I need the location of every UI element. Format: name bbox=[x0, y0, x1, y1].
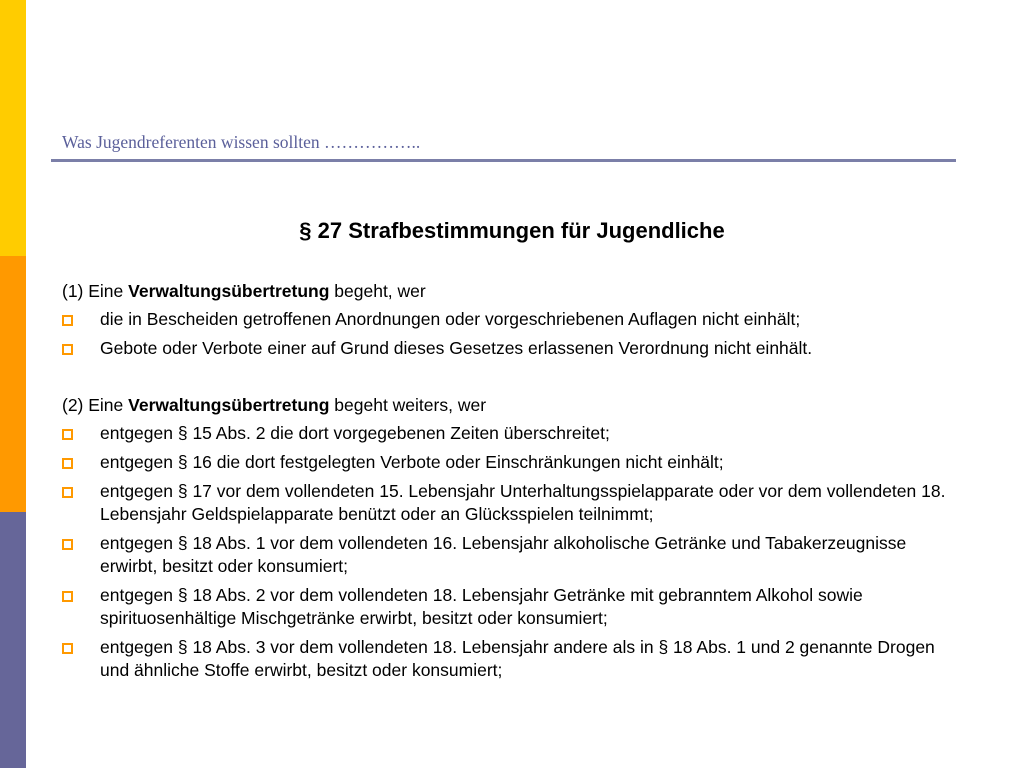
section-1-intro bbox=[62, 280, 962, 303]
section-1 bbox=[62, 280, 962, 366]
slide-heading: § 27 Strafbestimmungen für Jugendliche bbox=[299, 218, 725, 243]
intro-suffix: begeht weiters, wer bbox=[329, 395, 487, 415]
list-item bbox=[62, 480, 962, 526]
list-item bbox=[62, 337, 962, 360]
intro-keyword: Verwaltungsübertretung bbox=[128, 395, 330, 415]
intro-prefix: (1) Eine bbox=[62, 281, 129, 301]
square-bullet-icon bbox=[62, 458, 73, 469]
list-item-text: Gebote oder Verbote einer auf Grund dieses Gesetzes erlassenen Verordnung nicht einhält. bbox=[100, 338, 813, 358]
square-bullet-icon bbox=[62, 429, 73, 440]
section-2-list bbox=[62, 422, 962, 682]
intro-prefix: (2) Eine bbox=[62, 395, 129, 415]
list-item bbox=[62, 451, 962, 474]
list-item-text: entgegen § 16 die dort festgelegten Verbote oder Einschränkungen nicht einhält; bbox=[100, 452, 724, 472]
list-item-text: entgegen § 18 Abs. 2 vor dem vollendeten 18. Lebensjahr Getränke mit gebranntem Alkohol sowie spirituosenhältige Mischgetränke erwirbt, besitzt oder konsumiert; bbox=[100, 585, 863, 628]
square-bullet-icon bbox=[62, 344, 73, 355]
square-bullet-icon bbox=[62, 539, 73, 550]
list-item-text: entgegen § 17 vor dem vollendeten 15. Lebensjahr Unterhaltungsspielapparate oder vor dem vollendeten 18. Lebensjahr Geldspielapparate benützt oder an Glücksspielen teilnimmt; bbox=[100, 481, 946, 524]
list-item bbox=[62, 422, 962, 445]
section-2 bbox=[62, 394, 962, 688]
list-item-text: entgegen § 18 Abs. 3 vor dem vollendeten 18. Lebensjahr andere als in § 18 Abs. 1 und 2 genannte Drogen und ähnliche Stoffe erwirbt, besitzt oder konsumiert; bbox=[100, 637, 935, 680]
list-item-text: die in Bescheiden getroffenen Anordnungen oder vorgeschriebenen Auflagen nicht einhält; bbox=[100, 309, 801, 329]
intro-keyword: Verwaltungsübertretung bbox=[128, 281, 330, 301]
slide-header-title: Was Jugendreferenten wissen sollten …………….. bbox=[62, 132, 421, 152]
list-item bbox=[62, 584, 962, 630]
intro-suffix: begeht, wer bbox=[329, 281, 426, 301]
side-bar-orange bbox=[0, 256, 26, 512]
square-bullet-icon bbox=[62, 487, 73, 498]
header-divider bbox=[51, 159, 956, 162]
list-item bbox=[62, 636, 962, 682]
list-item-text: entgegen § 18 Abs. 1 vor dem vollendeten 16. Lebensjahr alkoholische Getränke und Tabakerzeugnisse erwirbt, besitzt oder konsumiert; bbox=[100, 533, 907, 576]
square-bullet-icon bbox=[62, 591, 73, 602]
section-2-intro bbox=[62, 394, 962, 417]
square-bullet-icon bbox=[62, 315, 73, 326]
square-bullet-icon bbox=[62, 643, 73, 654]
side-bar-purple bbox=[0, 512, 26, 768]
section-1-list bbox=[62, 308, 962, 360]
list-item bbox=[62, 308, 962, 331]
list-item-text: entgegen § 15 Abs. 2 die dort vorgegebenen Zeiten überschreitet; bbox=[100, 423, 610, 443]
list-item bbox=[62, 532, 962, 578]
